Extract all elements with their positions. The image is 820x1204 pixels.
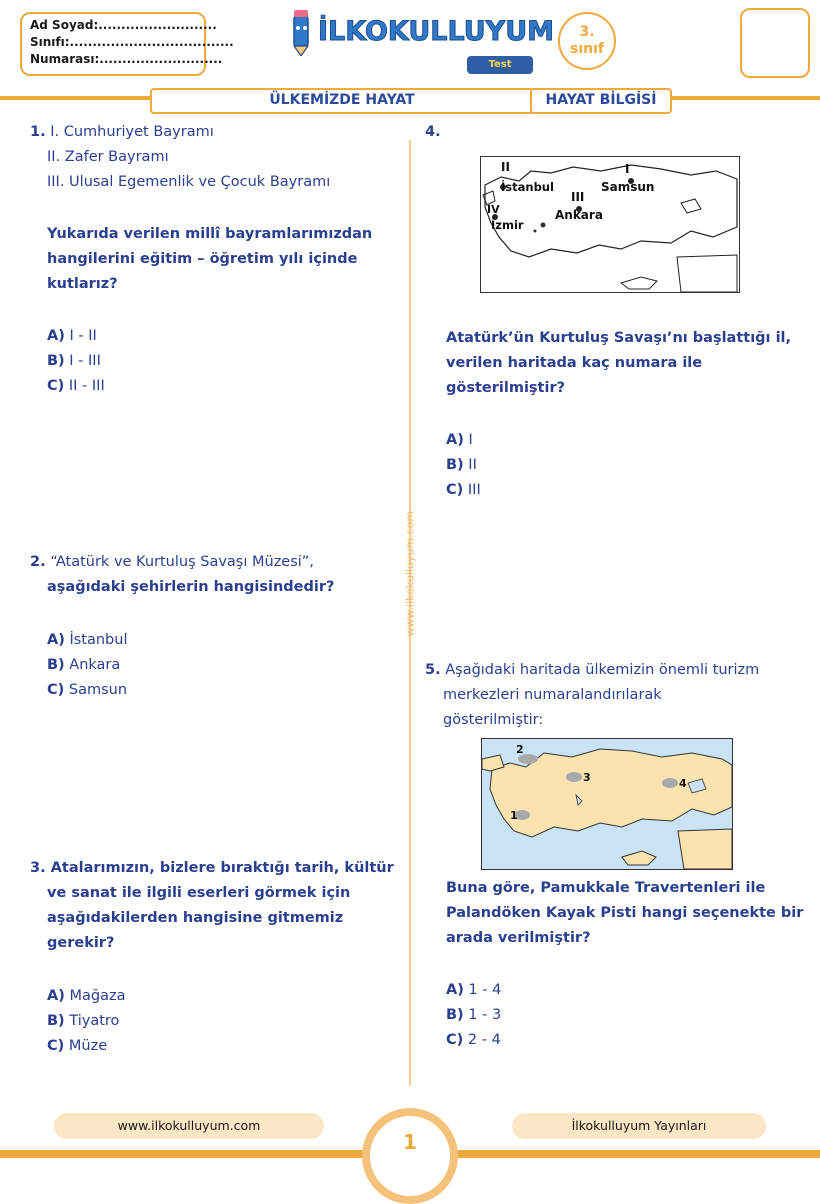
footer-website[interactable]: www.ilkokulluyum.com bbox=[117, 1118, 261, 1133]
map-drawing bbox=[482, 739, 732, 869]
map-label-iii: III bbox=[571, 190, 585, 204]
map-label-ankara: Ankara bbox=[555, 208, 603, 222]
turkey-outline-map bbox=[480, 156, 740, 293]
question-number: 1. bbox=[30, 124, 46, 140]
unit-banner bbox=[150, 88, 534, 114]
option-b[interactable]: B) Tiyatro bbox=[47, 1013, 120, 1029]
grade-number: 3. bbox=[579, 24, 595, 40]
question-stem: “Atatürk ve Kurtuluş Savaşı Müzesi”, bbox=[50, 554, 314, 570]
subject-banner bbox=[530, 88, 672, 114]
footer-publisher: İlkokulluyum Yayınları bbox=[571, 1118, 707, 1133]
list-item: I. Cumhuriyet Bayramı bbox=[50, 124, 214, 140]
map-label-istanbul: İstanbul bbox=[501, 180, 554, 194]
unit-title: ÜLKEMİZDE HAYAT bbox=[269, 92, 415, 108]
option-a[interactable]: A) İstanbul bbox=[47, 632, 128, 648]
watermark-text: www.ilkokulluyum.com bbox=[403, 510, 417, 637]
option-a[interactable]: A) I - II bbox=[47, 328, 97, 344]
question-intro: Aşağıdaki haritada ülkemizin önemli turizm bbox=[445, 662, 760, 678]
class-line[interactable]: Sınıfı:.................................... bbox=[30, 35, 234, 49]
question-intro: gösterilmiştir: bbox=[443, 712, 544, 728]
question-stem: verilen haritada kaç numara ile bbox=[446, 355, 703, 371]
map-label-3: 3 bbox=[583, 771, 591, 784]
option-c[interactable]: C) II - III bbox=[47, 378, 105, 394]
question-5-intro bbox=[425, 658, 810, 738]
option-a[interactable]: A) 1 - 4 bbox=[446, 982, 502, 998]
list-item: II. Zafer Bayramı bbox=[47, 149, 169, 165]
question-stem: ve sanat ile ilgili eserleri görmek için bbox=[47, 885, 351, 901]
question-stem: Atalarımızın, bizlere bıraktığı tarih, kültür bbox=[50, 860, 394, 876]
map-label-1: 1 bbox=[510, 809, 518, 822]
question-4 bbox=[446, 326, 806, 506]
map-label-samsun: Samsun bbox=[601, 180, 655, 194]
question-stem: aşağıdakilerden hangisine gitmemiz bbox=[47, 910, 344, 926]
question-stem: Buna göre, Pamukkale Travertenleri ile bbox=[446, 880, 766, 896]
question-stem: gerekir? bbox=[47, 935, 115, 951]
question-stem: kutlarız? bbox=[47, 276, 118, 292]
test-badge: Test bbox=[467, 56, 533, 74]
option-b[interactable]: B) Ankara bbox=[47, 657, 121, 673]
map-label-izmir: İzmir bbox=[491, 218, 524, 232]
student-info-box bbox=[20, 12, 234, 76]
map-label-2: 2 bbox=[516, 743, 524, 756]
question-2 bbox=[30, 550, 400, 710]
subject-title: HAYAT BİLGİSİ bbox=[545, 92, 657, 108]
list-item: III. Ulusal Egemenlik ve Çocuk Bayramı bbox=[47, 174, 331, 190]
logo bbox=[288, 8, 554, 58]
question-4-number-wrap bbox=[425, 120, 465, 146]
question-stem: gösterilmiştir? bbox=[446, 380, 566, 396]
page-number-badge bbox=[362, 1108, 458, 1204]
option-a[interactable]: A) I bbox=[446, 432, 473, 448]
option-c[interactable]: C) 2 - 4 bbox=[446, 1032, 501, 1048]
footer-website-pill bbox=[54, 1113, 324, 1139]
grade-word: sınıf bbox=[570, 41, 604, 57]
question-1 bbox=[30, 120, 400, 394]
option-a[interactable]: A) Mağaza bbox=[47, 988, 126, 1004]
option-c[interactable]: C) III bbox=[446, 482, 481, 498]
map-label-i: I bbox=[625, 162, 630, 176]
grade-circle bbox=[558, 12, 616, 70]
map-drawing bbox=[481, 157, 739, 292]
question-stem: Yukarıda verilen millî bayramlarımızdan bbox=[47, 226, 373, 242]
question-stem: arada verilmiştir? bbox=[446, 930, 591, 946]
pencil-icon bbox=[284, 8, 320, 56]
map-label-4: 4 bbox=[679, 777, 687, 790]
score-box[interactable] bbox=[740, 8, 810, 78]
question-stem: hangilerini eğitim – öğretim yılı içinde bbox=[47, 251, 358, 267]
option-c[interactable]: C) Müze bbox=[47, 1038, 108, 1054]
map-label-ii: II bbox=[501, 160, 510, 174]
question-number: 2. bbox=[30, 554, 46, 570]
option-b[interactable]: B) I - III bbox=[47, 353, 101, 369]
map-label-iv: IV bbox=[487, 203, 500, 216]
option-b[interactable]: B) II bbox=[446, 457, 477, 473]
question-intro: merkezleri numaralandırılarak bbox=[443, 687, 662, 703]
name-line[interactable]: Ad Soyad:.......................... bbox=[30, 18, 217, 32]
question-3 bbox=[30, 856, 400, 1066]
number-line[interactable]: Numarası:........................... bbox=[30, 52, 223, 66]
turkey-tourism-map bbox=[481, 738, 733, 870]
logo-text: İLKOKULLUYUM bbox=[318, 16, 554, 47]
question-number: 3. bbox=[30, 860, 46, 876]
option-b[interactable]: B) 1 - 3 bbox=[446, 1007, 502, 1023]
question-stem: Atatürk’ün Kurtuluş Savaşı’nı başlattığı il, bbox=[446, 330, 792, 346]
page-number: 1 bbox=[403, 1130, 417, 1154]
question-stem: aşağıdaki şehirlerin hangisindedir? bbox=[47, 579, 335, 595]
footer-publisher-pill bbox=[512, 1113, 766, 1139]
question-number: 5. bbox=[425, 662, 441, 678]
question-number: 4. bbox=[425, 124, 441, 140]
option-c[interactable]: C) Samsun bbox=[47, 682, 128, 698]
question-stem: Palandöken Kayak Pisti hangi seçenekte bir bbox=[446, 905, 804, 921]
question-5 bbox=[446, 876, 811, 1056]
